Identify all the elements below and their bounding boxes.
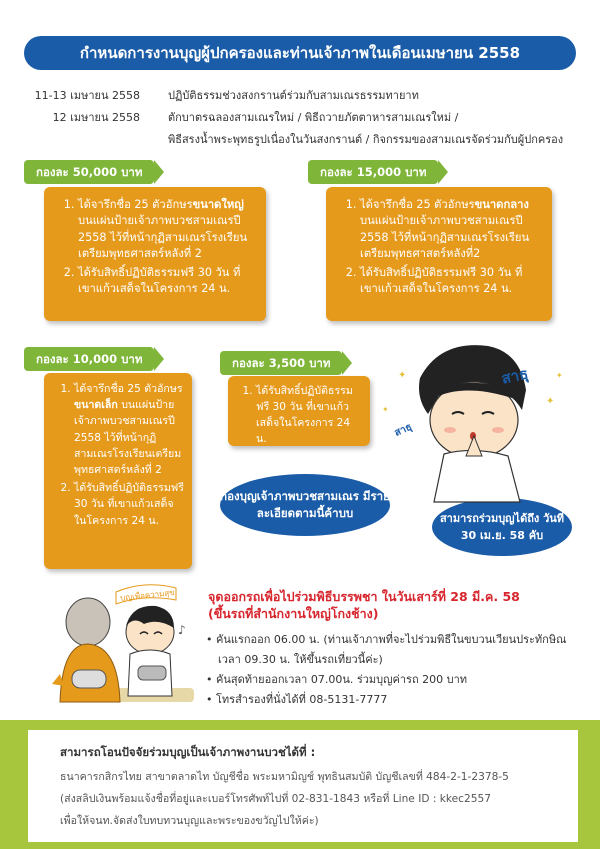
schedule-date: 12 เมษายน 2558: [52, 111, 140, 124]
praying-boy-illustration: [370, 338, 570, 503]
tier-box-10000: [44, 373, 192, 569]
tier-box-3500: [228, 376, 370, 446]
tier-tag-3500: กองละ 3,500 บาท: [220, 351, 342, 375]
footer-panel: [0, 720, 600, 849]
svg-text:✦: ✦: [546, 396, 555, 407]
schedule-desc: พิธีสรงน้ำพระพุทธรูปเนื่องในวันสงกรานต์ / กิจกรรมของสามเณรจัดร่วมกับผู้ปกครอง: [168, 133, 564, 146]
tier-tag-10000: กองละ 10,000 บาท: [24, 347, 154, 371]
details-bubble: กองบุญเจ้าภาพบวชสามเณร มีรายละเอียดตามนี้ค้าบบ: [220, 474, 390, 536]
benefit-item: 2. ได้รับสิทธิ์ปฏิบัติธรรมฟรี 30 วัน ที่เขาแก้วเสด็จในโครงการ 24 น.: [360, 265, 540, 298]
benefit-item: 2. ได้รับสิทธิ์ปฏิบัติธรรมฟรี 30 วัน ที่เขาแก้วเสด็จในโครงการ 24 น.: [74, 480, 184, 529]
tier-tag-15000: กองละ 15,000 บาท: [308, 160, 438, 184]
svg-text:✦: ✦: [382, 405, 389, 414]
deadline-bubble: สามารถร่วมบุญได้ถึง วันที่ 30 เม.ย. 58 คับ: [432, 498, 572, 556]
schedule-desc: ตักบาตรฉลองสามเณรใหม่ / พิธีถวายภัตตาหารสามเณรใหม่ /: [168, 111, 459, 124]
footer-note-line: เพื่อให้จนท.จัดส่งใบทบทวนบุญและพระของขวัญไปให้ค่ะ): [60, 815, 319, 827]
tier-box-50000: [44, 187, 266, 321]
benefit-item: 1. ได้จารึกชื่อ 25 ตัวอักษรขนาดกลาง บนแผ่นป้ายเจ้าภาพบวชสามเณรปี 2558 ไว้ที่หน้ากุฏิสามเณรโรงเรียนเตรียมพุทธศาสตร์หลังที่2: [360, 197, 540, 263]
svg-text:✦: ✦: [398, 370, 407, 381]
svg-text:✦: ✦: [556, 371, 563, 380]
svg-text:♪: ♪: [178, 623, 186, 637]
exclaim-small-text: สาธุ: [392, 421, 414, 439]
banner-text: บุญเพื่อความสุข: [119, 588, 176, 603]
meetup-bullet: • คันแรกออก 06.00 น. (ท่านเจ้าภาพที่จะไปร่วมพิธีในขบวนเวียนประทักษิณ: [206, 633, 567, 646]
tier-box-15000: [326, 187, 552, 321]
footer-title: สามารถโอนปัจจัยร่วมบุญเป็นเจ้าภาพงานบวชได้ที่ :: [60, 745, 316, 759]
benefit-item: 1. ได้จารึกชื่อ 25 ตัวอักษรขนาดใหญ่ บนแผ่นป้ายเจ้าภาพบวชสามเณรปี 2558 ไว้ที่หน้ากุฏิสามเณรโรงเรียนเตรียมพุทธศาสตร์หลังที่ 2: [78, 197, 254, 263]
meetup-bullet: • โทรสำรองที่นั่งได้ที่ 08-5131-7777: [206, 693, 388, 706]
footer-bank-line: ธนาคารกสิกรไทย สาขาตลาดไท บัญชีชื่อ พระมหามิญช์ พุทธินสมบัติ บัญชีเลขที่ 484-2-1-2378-5: [60, 771, 509, 783]
meetup-line-1: จุดออกรถเพื่อไปร่วมพิธีบรรพชา ในวันเสาร์ที่ 28 มี.ค. 58: [208, 589, 520, 604]
meetup-notes: [206, 630, 596, 710]
exclaim-text: สาธุ: [499, 364, 530, 388]
meetup-line-2: (ขึ้นรถที่สำนักงานใหญ่โกงช้าง): [208, 606, 379, 621]
page-title: กำหนดการงานบุญผู้ปกครองและท่านเจ้าภาพในเดือนเมษายน 2558: [24, 36, 576, 70]
schedule: [0, 86, 600, 156]
monk-boy-illustration: [46, 574, 200, 710]
schedule-desc: ปฏิบัติธรรมช่วงสงกรานต์ร่วมกับสามเณรธรรมทายาท: [168, 89, 419, 102]
meetup-bullet-cont: เวลา 09.30 น. ให้ขึ้นรถเที่ยวนี้ค่ะ): [218, 653, 383, 666]
benefit-item: 1. ได้รับสิทธิ์ปฏิบัติธรรมฟรี 30 วัน ที่เขาแก้วเสด็จในโครงการ 24 น.: [256, 383, 362, 447]
meetup-bullet: • คันสุดท้ายออกเวลา 07.00น. ร่วมบุญค่ารถ 200 บาท: [206, 673, 468, 686]
meetup-heading: [208, 588, 588, 622]
benefit-item: 2. ได้รับสิทธิ์ปฏิบัติธรรมฟรี 30 วัน ที่เขาแก้วเสด็จในโครงการ 24 น.: [78, 265, 254, 298]
footer-contact-line: (ส่งสลิปเงินพร้อมแจ้งชื่อที่อยู่และเบอร์โทรศัพท์ไปที่ 02-831-1843 หรือที่ Line ID : kkec2557: [60, 793, 491, 805]
benefit-item: 1. ได้จารึกชื่อ 25 ตัวอักษร ขนาดเล็ก บนแผ่นป้ายเจ้าภาพบวชสามเณรปี 2558 ไว้ที่หน้ากุฏิสามเณรโรงเรียนเตรียมพุทธศาสตร์หลังที่ 2: [74, 381, 184, 478]
schedule-date: 11-13 เมษายน 2558: [34, 89, 140, 102]
tier-tag-50000: กองละ 50,000 บาท: [24, 160, 154, 184]
